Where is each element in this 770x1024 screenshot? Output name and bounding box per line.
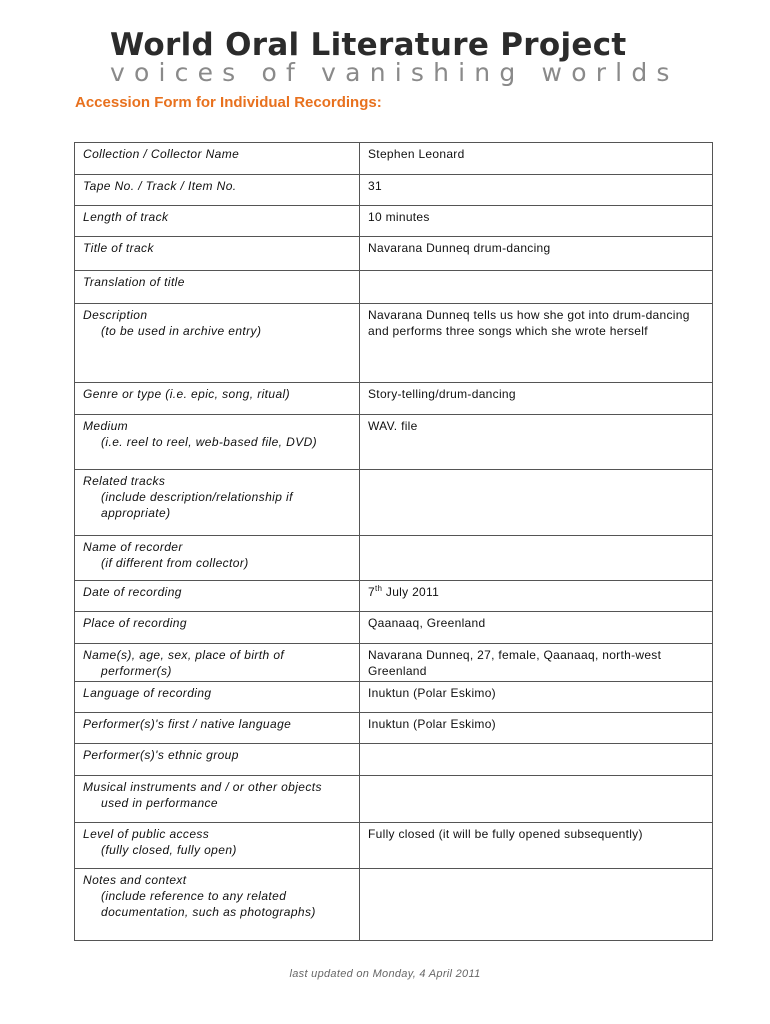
project-tagline: voices of vanishing worlds bbox=[110, 58, 679, 87]
field-label bbox=[75, 470, 360, 536]
form-row bbox=[75, 682, 713, 713]
field-label-text: Medium bbox=[83, 419, 129, 433]
form-row bbox=[75, 612, 713, 644]
field-label bbox=[75, 415, 360, 470]
field-label-hint: (fully closed, fully open) bbox=[101, 843, 237, 857]
field-label-text: Genre or type (i.e. epic, song, ritual) bbox=[83, 387, 291, 401]
field-value bbox=[360, 823, 713, 869]
field-label bbox=[75, 744, 360, 776]
field-value bbox=[360, 744, 713, 776]
field-value bbox=[360, 612, 713, 644]
field-value-text: Navarana Dunneq tells us how she got into drum-dancing and performs three songs which she wrote herself bbox=[368, 308, 690, 338]
field-value-text: Inuktun (Polar Eskimo) bbox=[368, 717, 496, 731]
field-value bbox=[360, 470, 713, 536]
form-row bbox=[75, 271, 713, 304]
field-label-text: Level of public access bbox=[83, 827, 210, 841]
form-row bbox=[75, 776, 713, 823]
field-label bbox=[75, 612, 360, 644]
accession-form-table bbox=[74, 142, 713, 941]
form-row bbox=[75, 415, 713, 470]
field-value-text: WAV. file bbox=[368, 419, 418, 433]
field-value bbox=[360, 206, 713, 237]
form-row bbox=[75, 581, 713, 612]
field-label-text: Tape No. / Track / Item No. bbox=[83, 179, 237, 193]
field-label-text: Translation of title bbox=[83, 275, 185, 289]
form-row bbox=[75, 237, 713, 271]
field-value bbox=[360, 536, 713, 581]
field-label-text: Title of track bbox=[83, 241, 154, 255]
field-label bbox=[75, 644, 360, 682]
field-value-text: Navarana Dunneq, 27, female, Qaanaaq, north-west Greenland bbox=[368, 648, 662, 678]
field-value bbox=[360, 644, 713, 682]
field-value-text: Story-telling/drum-dancing bbox=[368, 387, 516, 401]
field-value-text: Stephen Leonard bbox=[368, 147, 465, 161]
field-label-text: Performer(s)'s ethnic group bbox=[83, 748, 239, 762]
field-label bbox=[75, 682, 360, 713]
form-row bbox=[75, 644, 713, 682]
field-label bbox=[75, 304, 360, 383]
field-label-hint: used in performance bbox=[101, 796, 218, 810]
field-value bbox=[360, 581, 713, 612]
field-label-text: Performer(s)'s first / native language bbox=[83, 717, 292, 731]
field-label-text: Notes and context bbox=[83, 873, 187, 887]
field-value-text: 10 minutes bbox=[368, 210, 430, 224]
field-label-hint: (if different from collector) bbox=[101, 556, 249, 570]
project-title: World Oral Literature Project bbox=[110, 27, 627, 63]
field-value bbox=[360, 237, 713, 271]
form-row bbox=[75, 823, 713, 869]
field-value bbox=[360, 271, 713, 304]
field-label bbox=[75, 776, 360, 823]
project-header bbox=[110, 27, 679, 87]
field-label bbox=[75, 206, 360, 237]
field-value-rest: July 2011 bbox=[382, 585, 440, 599]
field-label bbox=[75, 237, 360, 271]
field-label bbox=[75, 383, 360, 415]
field-label bbox=[75, 175, 360, 206]
field-label-hint: performer(s) bbox=[101, 664, 172, 678]
field-label-hint: (include reference to any related documentation, such as photographs) bbox=[101, 889, 316, 919]
field-label-text: Musical instruments and / or other objects bbox=[83, 780, 322, 794]
field-label-hint: (to be used in archive entry) bbox=[101, 324, 262, 338]
field-label-text: Place of recording bbox=[83, 616, 187, 630]
field-value-text: Inuktun (Polar Eskimo) bbox=[368, 686, 496, 700]
field-value bbox=[360, 415, 713, 470]
field-label-text: Description bbox=[83, 308, 148, 322]
field-value bbox=[360, 175, 713, 206]
form-row bbox=[75, 175, 713, 206]
field-label bbox=[75, 536, 360, 581]
form-row bbox=[75, 536, 713, 581]
field-label bbox=[75, 581, 360, 612]
form-row bbox=[75, 744, 713, 776]
field-value-text: 7 bbox=[368, 585, 375, 599]
field-value bbox=[360, 304, 713, 383]
field-value-superscript: th bbox=[374, 584, 383, 593]
field-label bbox=[75, 823, 360, 869]
field-value bbox=[360, 713, 713, 744]
field-label-text: Collection / Collector Name bbox=[83, 147, 240, 161]
field-label-text: Date of recording bbox=[83, 585, 182, 599]
field-label-text: Length of track bbox=[83, 210, 169, 224]
field-value bbox=[360, 776, 713, 823]
field-label-hint: (i.e. reel to reel, web-based file, DVD) bbox=[101, 435, 318, 449]
field-value bbox=[360, 869, 713, 941]
field-label-text: Name(s), age, sex, place of birth of bbox=[83, 648, 285, 662]
field-value-text: Fully closed (it will be fully opened subsequently) bbox=[368, 827, 643, 841]
field-label-hint: (include description/relationship if appropriate) bbox=[101, 490, 293, 520]
form-row bbox=[75, 869, 713, 941]
form-heading: Accession Form for Individual Recordings: bbox=[75, 94, 382, 111]
field-label-text: Language of recording bbox=[83, 686, 212, 700]
field-value-text: Navarana Dunneq drum-dancing bbox=[368, 241, 551, 255]
field-label bbox=[75, 713, 360, 744]
field-value bbox=[360, 383, 713, 415]
field-label-text: Name of recorder bbox=[83, 540, 183, 554]
field-value-text: 31 bbox=[368, 179, 382, 193]
field-value bbox=[360, 143, 713, 175]
field-label-text: Related tracks bbox=[83, 474, 166, 488]
field-value bbox=[360, 682, 713, 713]
last-updated-note: last updated on Monday, 4 April 2011 bbox=[289, 968, 481, 980]
form-row bbox=[75, 713, 713, 744]
form-row bbox=[75, 143, 713, 175]
form-row bbox=[75, 470, 713, 536]
field-label bbox=[75, 143, 360, 175]
field-value-text: Qaanaaq, Greenland bbox=[368, 616, 486, 630]
form-row bbox=[75, 304, 713, 383]
field-label bbox=[75, 869, 360, 941]
form-row bbox=[75, 383, 713, 415]
field-label bbox=[75, 271, 360, 304]
form-row bbox=[75, 206, 713, 237]
